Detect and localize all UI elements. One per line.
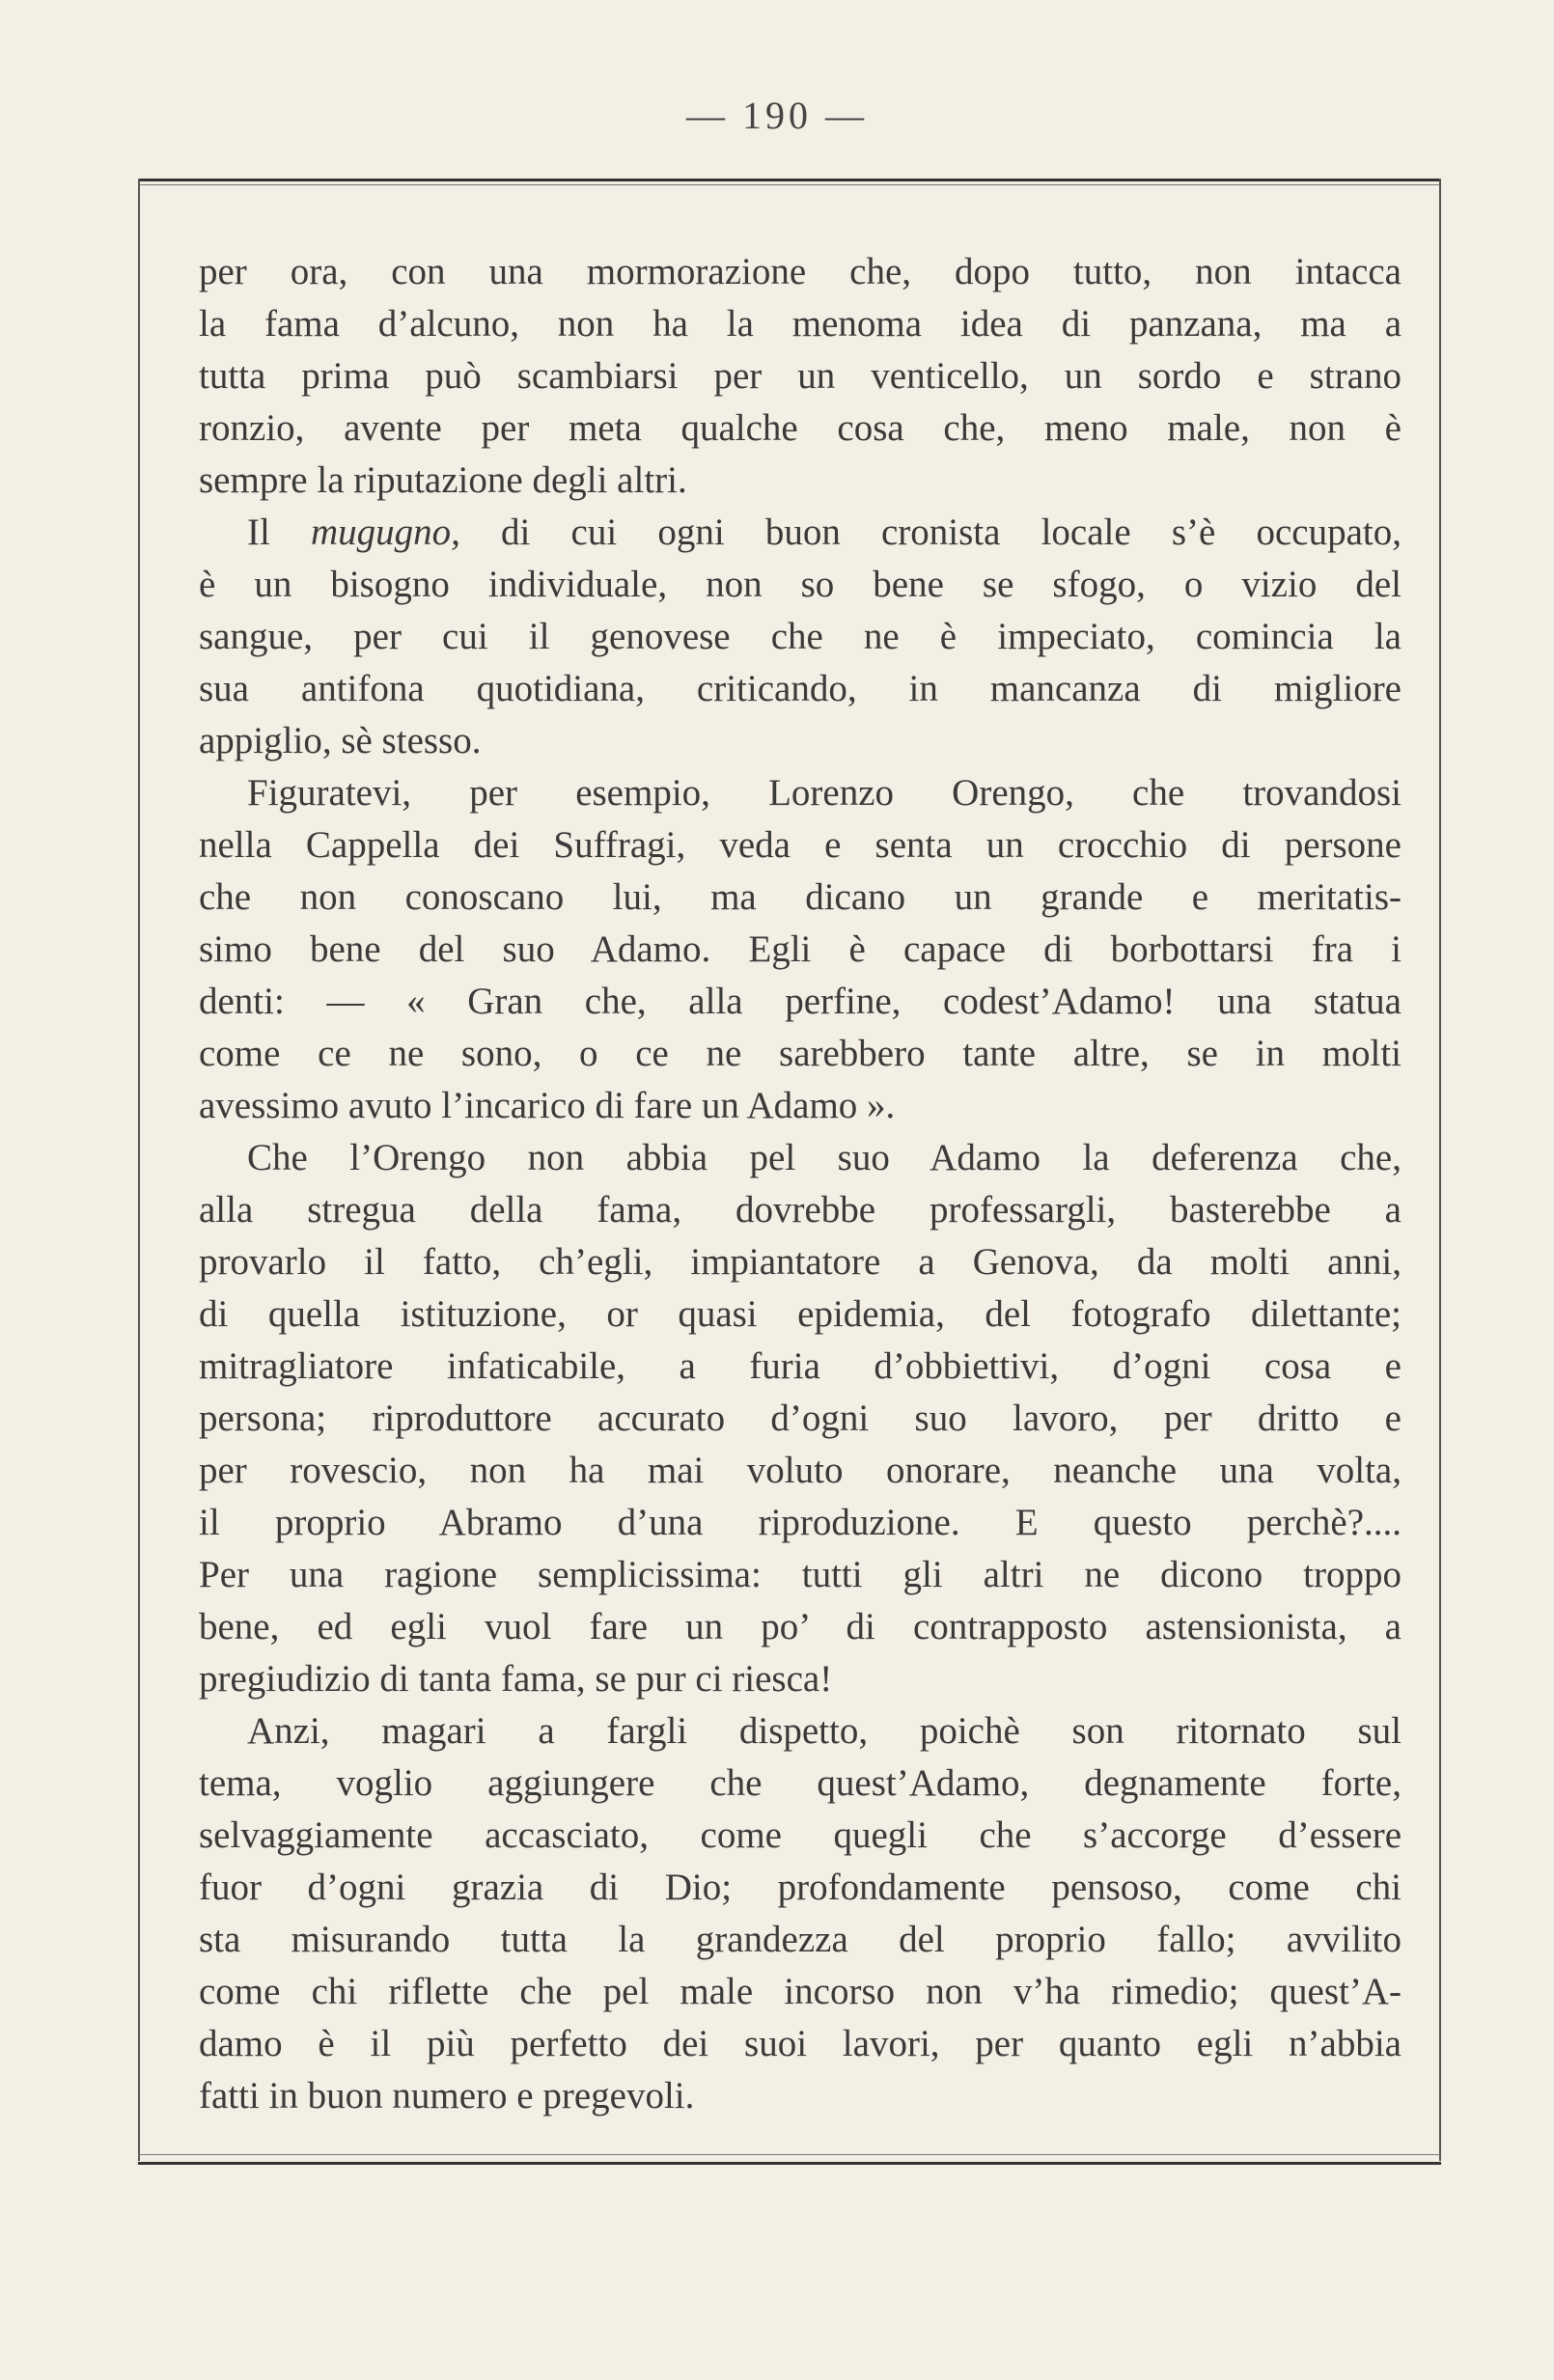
text-line: Anzi, magari a fargli dispetto, poichè son ritornato sul (247, 1710, 1401, 1752)
text-line: sta misurando tutta la grandezza del proprio fallo; avvilito (199, 1919, 1401, 1960)
text-line: damo è il più perfetto dei suoi lavori, per quanto egli n’abbia (199, 2023, 1401, 2064)
text-line: avessimo avuto l’incarico di fare un Adamo ». (199, 1085, 896, 1126)
text-line: Che l’Orengo non abbia pel suo Adamo la deferenza che, (247, 1137, 1401, 1178)
italic-term: mugugno, (310, 512, 460, 553)
text-line: come chi riflette che pel male incorso non v’ha rimedio; quest’A- (199, 1971, 1401, 2012)
text-line: simo bene del suo Adamo. Egli è capace di borbottarsi fra i (199, 928, 1401, 970)
text-line: sangue, per cui il genovese che ne è impeciato, comincia la (199, 616, 1401, 657)
text-line: Figuratevi, per esempio, Lorenzo Orengo, che trovandosi (247, 772, 1401, 814)
text-line: fatti in buon numero e pregevoli. (199, 2075, 695, 2117)
bottom-border-inner-rule (138, 2154, 1441, 2155)
text-line: tema, voglio aggiungere che quest’Adamo, degnamente forte, (199, 1762, 1401, 1804)
text-line (199, 507, 1401, 559)
text-line: sempre la riputazione degli altri. (199, 459, 687, 501)
page-number: — 190 — (686, 94, 868, 137)
text-line: come ce ne sono, o ce ne sarebbero tante altre, se in molti (199, 1033, 1401, 1074)
text-line: di quella istituzione, or quasi epidemia, del fotografo dilettante; (199, 1293, 1401, 1335)
text-line: per ora, con una mormorazione che, dopo tutto, non intacca (199, 251, 1401, 292)
text-line: mitragliatore infaticabile, a furia d’obbiettivi, d’ogni cosa e (199, 1345, 1401, 1387)
text-line: tutta prima può scambiarsi per un venticello, un sordo e strano (199, 355, 1401, 397)
text-line: che non conoscano lui, ma dicano un grande e meritatis- (199, 876, 1401, 918)
text-line: appiglio, sè stesso. (199, 720, 482, 761)
text-line: alla stregua della fama, dovrebbe professargli, basterebbe a (199, 1189, 1401, 1231)
text-line: pregiudizio di tanta fama, se pur ci riesca! (199, 1658, 833, 1700)
text-line: denti: — « Gran che, alla perfine, codest’Adamo! una statua (199, 981, 1401, 1022)
bottom-border-rule (138, 2162, 1441, 2165)
text-line: per rovescio, non ha mai voluto onorare, neanche una volta, (199, 1450, 1401, 1491)
text-line: è un bisogno individuale, non so bene se sfogo, o vizio del (199, 564, 1401, 605)
text-line: la fama d’alcuno, non ha la menoma idea di panzana, ma a (199, 303, 1401, 345)
text-line: il proprio Abramo d’una riproduzione. E questo perchè?.... (199, 1502, 1401, 1543)
text-fragment: Il (247, 512, 311, 553)
body-text (199, 246, 1401, 2122)
text-line: fuor d’ogni grazia di Dio; profondamente pensoso, come chi (199, 1867, 1401, 1908)
text-line: ronzio, avente per meta qualche cosa che, meno male, non è (199, 407, 1401, 449)
text-line: bene, ed egli vuol fare un po’ di contrapposto astensionista, a (199, 1606, 1401, 1647)
text-line: nella Cappella dei Suffragi, veda e senta un crocchio di persone (199, 824, 1401, 866)
text-fragment: di cui ogni buon cronista locale s’è occupato, (459, 512, 1401, 553)
text-line: Per una ragione semplicissima: tutti gli altri ne dicono troppo (199, 1554, 1401, 1595)
text-line: provarlo il fatto, ch’egli, impiantatore a Genova, da molti anni, (199, 1241, 1401, 1283)
text-line: sua antifona quotidiana, criticando, in mancanza di migliore (199, 668, 1401, 709)
text-line: selvaggiamente accasciato, come quegli che s’accorge d’essere (199, 1814, 1401, 1856)
text-line: persona; riproduttore accurato d’ogni suo lavoro, per dritto e (199, 1398, 1401, 1439)
